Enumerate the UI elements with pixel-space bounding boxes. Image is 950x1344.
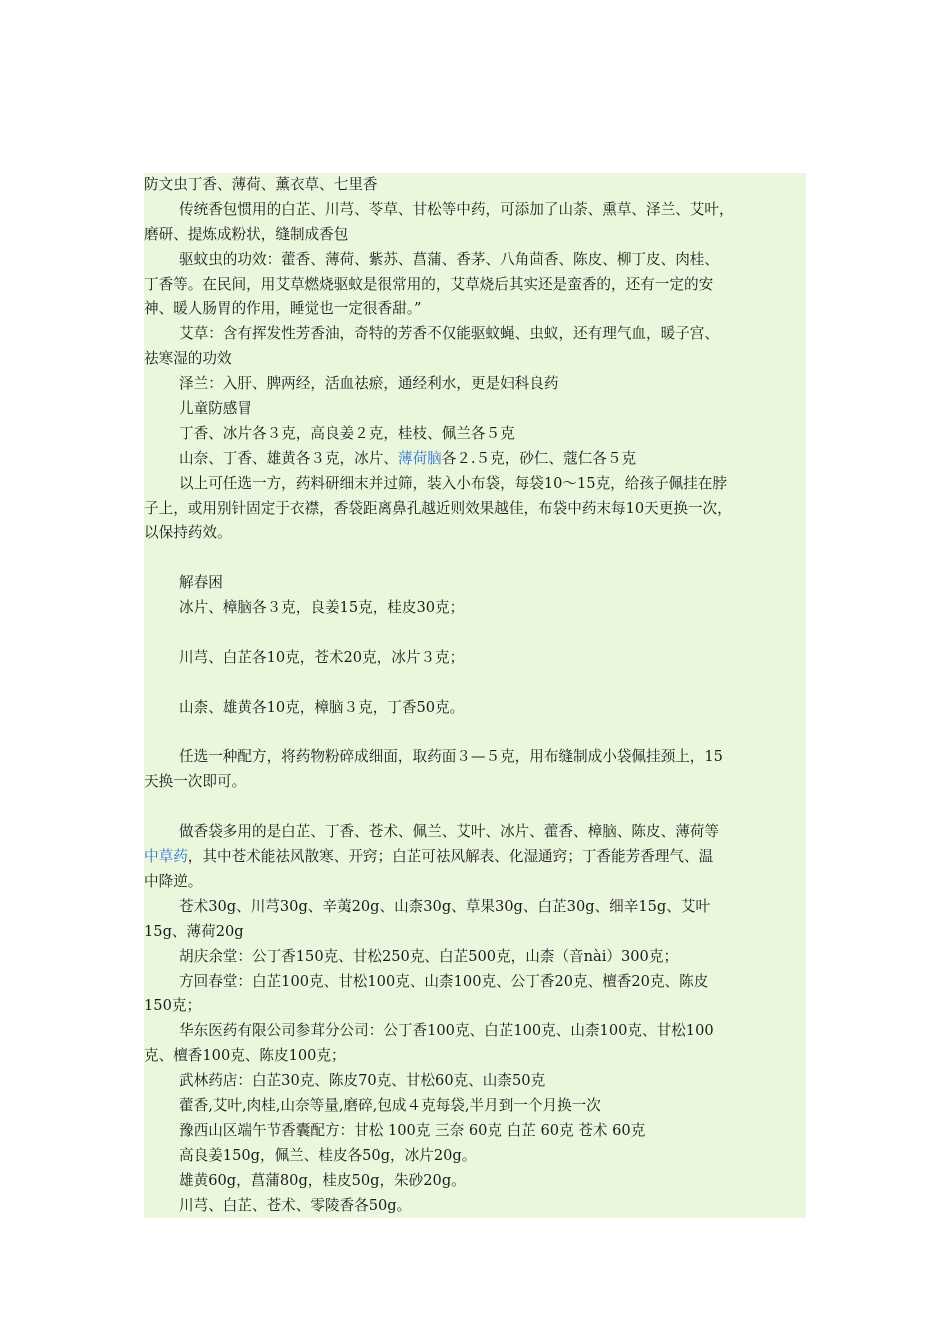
text-line: 做香袋多用的是白芷、丁香、苍术、佩兰、艾叶、冰片、藿香、樟脑、陈皮、薄荷等 — [179, 823, 719, 841]
text-line: 雄黄60g，菖蒲80g，桂皮50g，朱砂20g。 — [179, 1171, 466, 1189]
blank-line — [144, 671, 806, 696]
text-line: 苍术30g、川芎30g、辛荑20g、山柰30g、草果30g、白芷30g、细辛15g、艾叶 — [179, 897, 711, 915]
text-line: 艾草：含有挥发性芳香油，奇特的芳香不仅能驱蚊蝇、虫蚁，还有理气血，暖子宫、 — [179, 325, 719, 343]
text-line: 解春困 — [179, 574, 223, 592]
text-segment: 山奈、丁香、雄黄各３克，冰片、 — [179, 449, 398, 467]
text-line-with-link — [144, 447, 806, 472]
text-line: 冰片、樟脑各３克，良姜15克，桂皮30克； — [179, 599, 465, 617]
text-line: 以保持药效。 — [144, 524, 232, 542]
text-line: 神、暖人肠胃的作用，睡觉也一定很香甜。” — [144, 300, 422, 318]
text-line: 任选一种配方，将药物粉碎成细面，取药面３—５克，用布缝制成小袋佩挂颈上，15 — [179, 748, 723, 766]
text-line: 武林药店：白芷30克、陈皮70克、甘松60克、山柰50克 — [179, 1072, 546, 1090]
text-line: 驱蚊虫的功效：藿香、薄荷、紫苏、菖蒲、香茅、八角茴香、陈皮、柳丁皮、肉桂、 — [179, 250, 719, 268]
text-line: 方回春堂：白芷100克、甘松100克、山柰100克、公丁香20克、檀香20克、陈皮 — [179, 972, 709, 990]
text-line: 子上，或用别针固定于衣襟，香袋距离鼻孔越近则效果越佳，布袋中药末每10天更换一次， — [144, 499, 732, 517]
text-line: 藿香,艾叶,肉桂,山奈等量,磨碎,包成４克每袋,半月到一个月换一次 — [179, 1096, 601, 1114]
text-line: 儿童防感冒 — [179, 400, 252, 418]
text-line: 传统香包惯用的白芷、川芎、苓草、甘松等中药，可添加了山荼、熏草、泽兰、艾叶， — [179, 200, 734, 218]
text-line: 祛寒湿的功效 — [144, 350, 232, 368]
hyperlink[interactable]: 薄荷脑 — [397, 449, 442, 467]
text-line: 胡庆余堂：公丁香150克、甘松250克、白芷500克，山柰（音nài）300克； — [179, 947, 679, 965]
blank-line — [144, 795, 806, 820]
text-line: 华东医药有限公司参茸分公司：公丁香100克、白芷100克、山柰100克、甘松100 — [179, 1022, 714, 1040]
text-segment: ，其中苍术能祛风散寒、开窍；白芷可祛风解表、化湿通窍；丁香能芳香理气、温 — [187, 848, 714, 866]
text-line: 高良姜150g，佩兰、桂皮各50g，冰片20g。 — [179, 1146, 477, 1164]
text-line: 中降逆。 — [144, 872, 203, 890]
text-line: 山柰、雄黄各10克，樟脑３克，丁香50克。 — [179, 698, 465, 716]
text-line: 泽兰：入肝、脾两经，活血祛瘀，通经利水，更是妇科良药 — [179, 375, 559, 393]
text-line: 丁香等。在民间，用艾草燃烧驱蚊是很常用的，艾草烧后其实还是蛮香的，还有一定的安 — [144, 275, 714, 293]
text-line: 天换一次即可。 — [144, 773, 247, 791]
text-segment: 各２.５克，砂仁、蔻仁各５克 — [441, 449, 637, 467]
blank-line — [144, 546, 806, 571]
text-line: 磨研、提炼成粉状，缝制成香包 — [144, 225, 349, 243]
text-line: 川芎、白芷各10克，苍术20克，冰片３克； — [179, 648, 465, 666]
text-line: 防文虫丁香、薄荷、薰衣草、七里香 — [144, 176, 378, 193]
hyperlink[interactable]: 中草药 — [144, 848, 188, 866]
text-line: 豫西山区端午节香囊配方：甘松 100克 三奈 60克 白芷 60克 苍术 60克 — [179, 1121, 646, 1139]
blank-line — [144, 621, 806, 646]
blank-line — [144, 721, 806, 746]
text-line: 川芎、白芷、苍术、零陵香各50g。 — [179, 1196, 412, 1214]
text-line: 15g、薄荷20g — [144, 922, 244, 940]
text-line: 克、檀香100克、陈皮100克； — [144, 1047, 346, 1065]
article-text-block — [144, 173, 806, 1218]
text-line: 丁香、冰片各３克，高良姜２克，桂枝、佩兰各５克 — [179, 424, 515, 442]
text-line-with-link — [144, 845, 806, 870]
text-line: 以上可任选一方，药料研细末并过筛，装入小布袋，每袋10～15克，给孩子佩挂在脖 — [179, 474, 727, 492]
text-line: 150克； — [144, 997, 202, 1015]
